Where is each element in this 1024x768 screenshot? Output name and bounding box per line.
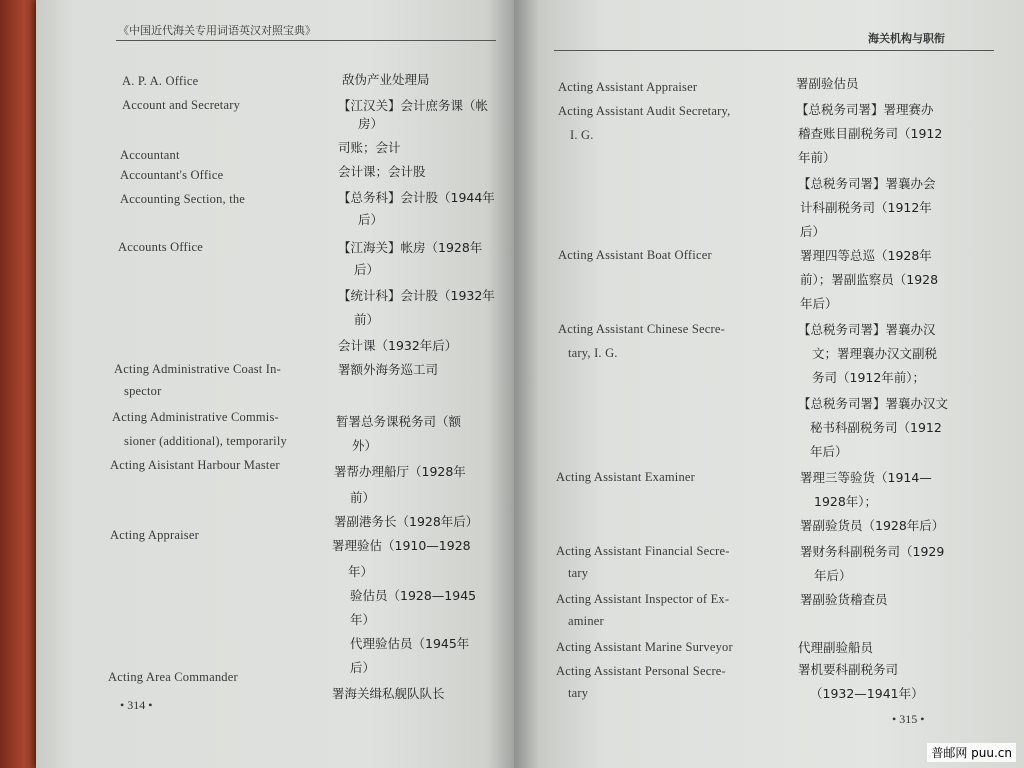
entry-translation: 署副验货员（1928年后）: [800, 518, 945, 533]
entry-term: Acting Area Commander: [108, 670, 238, 684]
entry-translation: 后）: [358, 212, 384, 227]
entry-term: Acting Administrative Commis-: [112, 410, 279, 424]
entry-translation: 会计课；会计股: [338, 164, 426, 179]
entry-translation: 署海关缉私舰队队长: [332, 686, 445, 701]
entry-translation: 署帮办理船厅（1928年: [334, 464, 466, 479]
entry-term: Acting Assistant Examiner: [556, 470, 696, 484]
entry-translation: 署副验货稽查员: [800, 592, 888, 607]
entry-translation: 署副港务长（1928年后）: [334, 514, 479, 529]
entry-translation: 计科副税务司（1912年: [800, 200, 932, 215]
entry-translation: 署理四等总巡（1928年: [800, 248, 932, 263]
entry-term: aminer: [568, 614, 604, 628]
entry-translation: 署财务科副税务司（1929: [800, 544, 945, 559]
entry-translation: 署理验估（1910—1928: [332, 538, 471, 553]
entry-translation: 稽查账目副税务司（1912: [798, 126, 943, 141]
entry-translation: 年后）: [800, 296, 838, 311]
left-page: [36, 0, 516, 768]
entry-term: Accountant's Office: [120, 168, 224, 182]
entry-translation: 后）: [800, 224, 826, 239]
page-number: • 315 •: [892, 712, 925, 726]
entry-translation: 【江海关】帐房（1928年: [338, 240, 483, 255]
entry-translation: 【总务科】会计股（1944年: [338, 190, 495, 205]
entry-term: Acting Assistant Audit Secretary,: [558, 104, 731, 118]
site-watermark: 普邮网 puu.cn: [927, 743, 1016, 762]
entry-translation: 【统计科】会计股（1932年: [338, 288, 495, 303]
entry-term: tary: [568, 566, 589, 580]
left-page-header: 《中国近代海关专用词语英汉对照宝典》: [118, 24, 316, 37]
entry-translation: 验估员（1928—1945: [350, 588, 477, 603]
entry-term: Acting Assistant Boat Officer: [558, 248, 712, 262]
entry-translation: 代理副验船员: [798, 640, 874, 655]
entry-term: Acting Assistant Chinese Secre-: [558, 322, 725, 336]
entry-translation: 秘书科副税务司（1912: [810, 420, 942, 435]
entry-translation: 前）: [354, 312, 380, 327]
entry-translation: 年）: [348, 564, 374, 579]
entry-translation: 房）: [358, 116, 384, 131]
entry-term: Acting Assistant Appraiser: [558, 80, 698, 94]
entry-term: Accountant: [120, 148, 180, 162]
entry-term: A. P. A. Office: [122, 74, 199, 88]
entry-translation: 署理三等验货（1914—: [800, 470, 932, 485]
entry-translation: 后）: [354, 262, 380, 277]
entry-term: I. G.: [570, 128, 594, 142]
entry-translation: 署机要科副税务司: [798, 662, 899, 677]
page-number: • 314 •: [120, 698, 153, 712]
entry-translation: 敌伪产业处理局: [342, 72, 430, 87]
entry-translation: （1932—1941年）: [810, 686, 924, 701]
entry-translation: 年后）: [814, 568, 852, 583]
entry-translation: 前）；署副监察员（1928: [800, 272, 939, 287]
entry-term: Account and Secretary: [122, 98, 241, 112]
entry-translation: 年）: [350, 612, 376, 627]
entry-translation: 务司（1912年前）；: [812, 370, 926, 385]
entry-translation: 会计课（1932年后）: [338, 338, 458, 353]
entry-term: tary: [568, 686, 589, 700]
entry-translation: 暂署总务课税务司（额: [336, 414, 462, 429]
entry-translation: 署额外海务巡工司: [338, 362, 439, 377]
entry-translation: 【总税务司署】署理赛办: [796, 102, 934, 117]
header-rule: [554, 50, 994, 51]
entry-translation: 【总税务司署】署襄办汉文: [798, 396, 949, 411]
entry-term: Acting Administrative Coast In-: [114, 362, 281, 376]
entry-translation: 署副验估员: [796, 76, 859, 91]
entry-translation: 年前）: [798, 150, 836, 165]
entry-translation: 代理验估员（1945年: [350, 636, 470, 651]
entry-term: Acting Assistant Marine Surveyor: [556, 640, 733, 654]
entry-translation: 司账；会计: [338, 140, 401, 155]
entry-term: Acting Assistant Personal Secre-: [556, 664, 726, 678]
right-page-header: 海关机构与职衔: [868, 32, 945, 45]
entry-term: Accounts Office: [118, 240, 204, 254]
entry-term: Accounting Section, the: [120, 192, 246, 206]
entry-translation: 后）: [350, 660, 376, 675]
entry-translation: 1928年）；: [814, 494, 878, 509]
entry-term: spector: [124, 384, 162, 398]
entry-translation: 文；署理襄办汉文副税: [812, 346, 938, 361]
header-rule: [116, 40, 496, 41]
entry-term: Acting Assistant Financial Secre-: [556, 544, 730, 558]
entry-translation: 年后）: [810, 444, 848, 459]
entry-term: Acting Assistant Inspector of Ex-: [556, 592, 730, 606]
entry-term: Acting Appraiser: [110, 528, 199, 542]
entry-translation: 【江汉关】会计庶务课（帐: [338, 98, 489, 113]
entry-term: sioner (additional), temporarily: [124, 434, 287, 448]
entry-translation: 前）: [350, 490, 376, 505]
entry-translation: 外）: [352, 438, 378, 453]
right-page: [514, 0, 1024, 768]
entry-translation: 【总税务司署】署襄办汉: [798, 322, 936, 337]
entry-translation: 【总税务司署】署襄办会: [798, 176, 936, 191]
entry-term: tary, I. G.: [568, 346, 618, 360]
entry-term: Acting Aisistant Harbour Master: [110, 458, 280, 472]
